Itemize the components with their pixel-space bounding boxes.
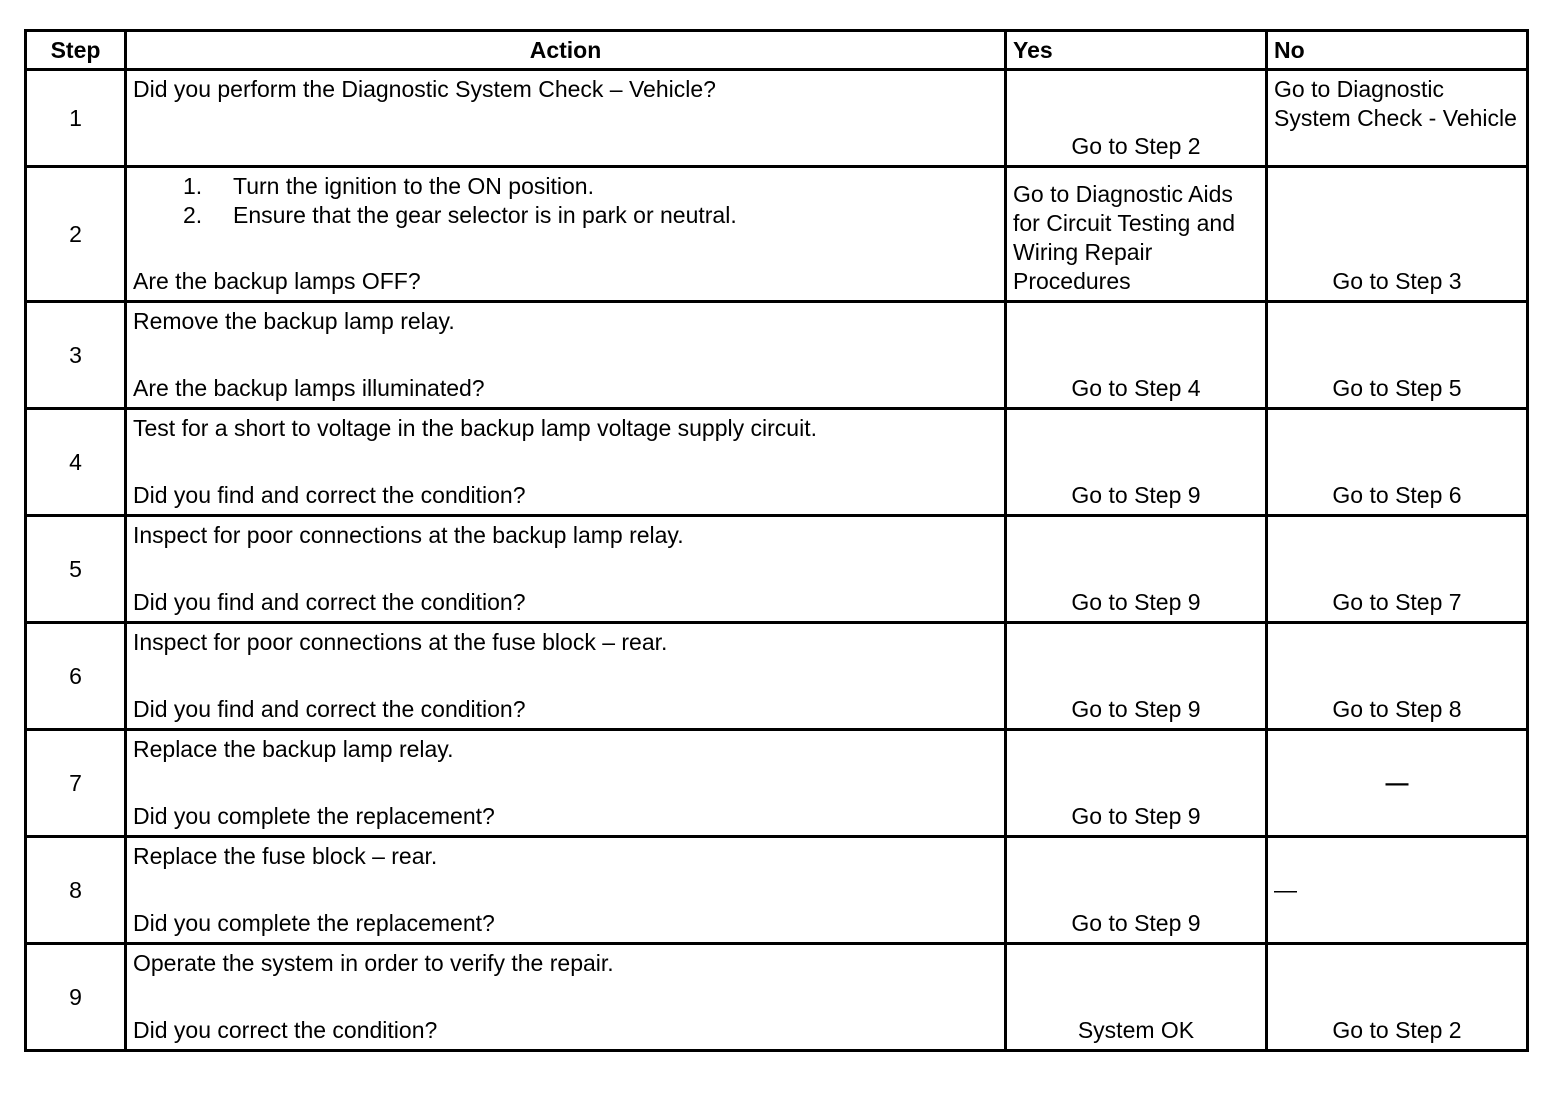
no-cell (1267, 730, 1528, 837)
table-row (26, 516, 1528, 623)
diagnostic-table (24, 29, 1529, 1052)
no-cell (1267, 70, 1528, 167)
yes-cell (1006, 409, 1267, 516)
step-number: 4 (26, 409, 126, 516)
step-number: 2 (26, 167, 126, 302)
table-row (26, 409, 1528, 516)
no-result: Go to Step 8 (1332, 696, 1462, 722)
action-question: Did you correct the condition? (133, 1017, 438, 1043)
step-number: 3 (26, 302, 126, 409)
no-cell (1267, 409, 1528, 516)
list-item-number: 1. (183, 173, 203, 199)
no-cell (1267, 167, 1528, 302)
action-cell (126, 167, 1006, 302)
no-cell (1267, 944, 1528, 1051)
header-no: No (1267, 31, 1528, 70)
list-item (133, 201, 998, 230)
yes-result: System OK (1077, 1017, 1195, 1043)
action-question: Did you complete the replacement? (133, 910, 495, 936)
table-row (26, 70, 1528, 167)
yes-result: Go to Step 9 (1071, 803, 1201, 829)
yes-result: Go to Step 9 (1071, 910, 1201, 936)
table-row (26, 944, 1528, 1051)
action-instruction: Replace the fuse block – rear. (133, 843, 438, 869)
action-instruction: Test for a short to voltage in the backup lamp voltage supply circuit. (133, 415, 817, 441)
step-number: 7 (26, 730, 126, 837)
action-instruction: Operate the system in order to verify the repair. (133, 950, 614, 976)
step-number: 6 (26, 623, 126, 730)
no-cell (1267, 302, 1528, 409)
yes-result: Go to Step 9 (1071, 482, 1201, 508)
action-instruction: Inspect for poor connections at the fuse block – rear. (133, 629, 668, 655)
action-question: Did you perform the Diagnostic System Check – Vehicle? (133, 76, 716, 102)
no-result: Go to Step 7 (1332, 589, 1462, 615)
no-cell (1267, 837, 1528, 944)
action-cell (126, 70, 1006, 167)
no-cell (1267, 623, 1528, 730)
action-question: Are the backup lamps OFF? (133, 268, 421, 294)
no-result: Go to Step 5 (1332, 375, 1462, 401)
action-cell (126, 516, 1006, 623)
step-number: 9 (26, 944, 126, 1051)
action-question: Are the backup lamps illuminated? (133, 375, 485, 401)
action-cell (126, 302, 1006, 409)
yes-cell (1006, 730, 1267, 837)
no-cell (1267, 516, 1528, 623)
no-result: Go to Step 2 (1332, 1017, 1462, 1043)
list-item (133, 172, 998, 201)
yes-cell (1006, 837, 1267, 944)
no-result: — (1274, 876, 1297, 903)
table-row (26, 837, 1528, 944)
yes-result: Go to Diagnostic Aids for Circuit Testing and Wiring Repair Procedures (1013, 181, 1236, 294)
yes-cell (1006, 302, 1267, 409)
table-row (26, 623, 1528, 730)
yes-cell (1006, 516, 1267, 623)
action-instruction: Inspect for poor connections at the backup lamp relay. (133, 522, 684, 548)
yes-cell (1006, 167, 1267, 302)
action-question: Did you complete the replacement? (133, 803, 495, 829)
list-item-text: Turn the ignition to the ON position. (233, 173, 594, 199)
yes-result: Go to Step 2 (1071, 133, 1201, 159)
action-question: Did you find and correct the condition? (133, 696, 526, 722)
no-result: Go to Step 6 (1332, 482, 1462, 508)
action-cell (126, 730, 1006, 837)
yes-result: Go to Step 4 (1071, 375, 1201, 401)
action-question: Did you find and correct the condition? (133, 482, 526, 508)
action-steps-list (133, 172, 998, 230)
step-number: 8 (26, 837, 126, 944)
action-cell (126, 837, 1006, 944)
table-row (26, 167, 1528, 302)
action-instruction: Remove the backup lamp relay. (133, 308, 455, 334)
list-item-text: Ensure that the gear selector is in park or neutral. (233, 202, 737, 228)
action-question: Did you find and correct the condition? (133, 589, 526, 615)
no-result: — (1385, 769, 1409, 796)
step-number: 5 (26, 516, 126, 623)
list-item-number: 2. (183, 202, 203, 228)
action-cell (126, 409, 1006, 516)
yes-result: Go to Step 9 (1071, 696, 1201, 722)
table-row (26, 730, 1528, 837)
yes-result: Go to Step 9 (1071, 589, 1201, 615)
header-step: Step (26, 31, 126, 70)
action-cell (126, 944, 1006, 1051)
header-yes: Yes (1006, 31, 1267, 70)
yes-cell (1006, 623, 1267, 730)
action-instruction: Replace the backup lamp relay. (133, 736, 454, 762)
diagnostic-table-container (24, 29, 1526, 1073)
action-cell (126, 623, 1006, 730)
yes-cell (1006, 70, 1267, 167)
header-row (26, 31, 1528, 70)
step-number: 1 (26, 70, 126, 167)
table-row (26, 302, 1528, 409)
no-result: Go to Diagnostic System Check - Vehicle (1274, 76, 1517, 131)
header-action: Action (126, 31, 1006, 70)
yes-cell (1006, 944, 1267, 1051)
no-result: Go to Step 3 (1332, 268, 1462, 294)
